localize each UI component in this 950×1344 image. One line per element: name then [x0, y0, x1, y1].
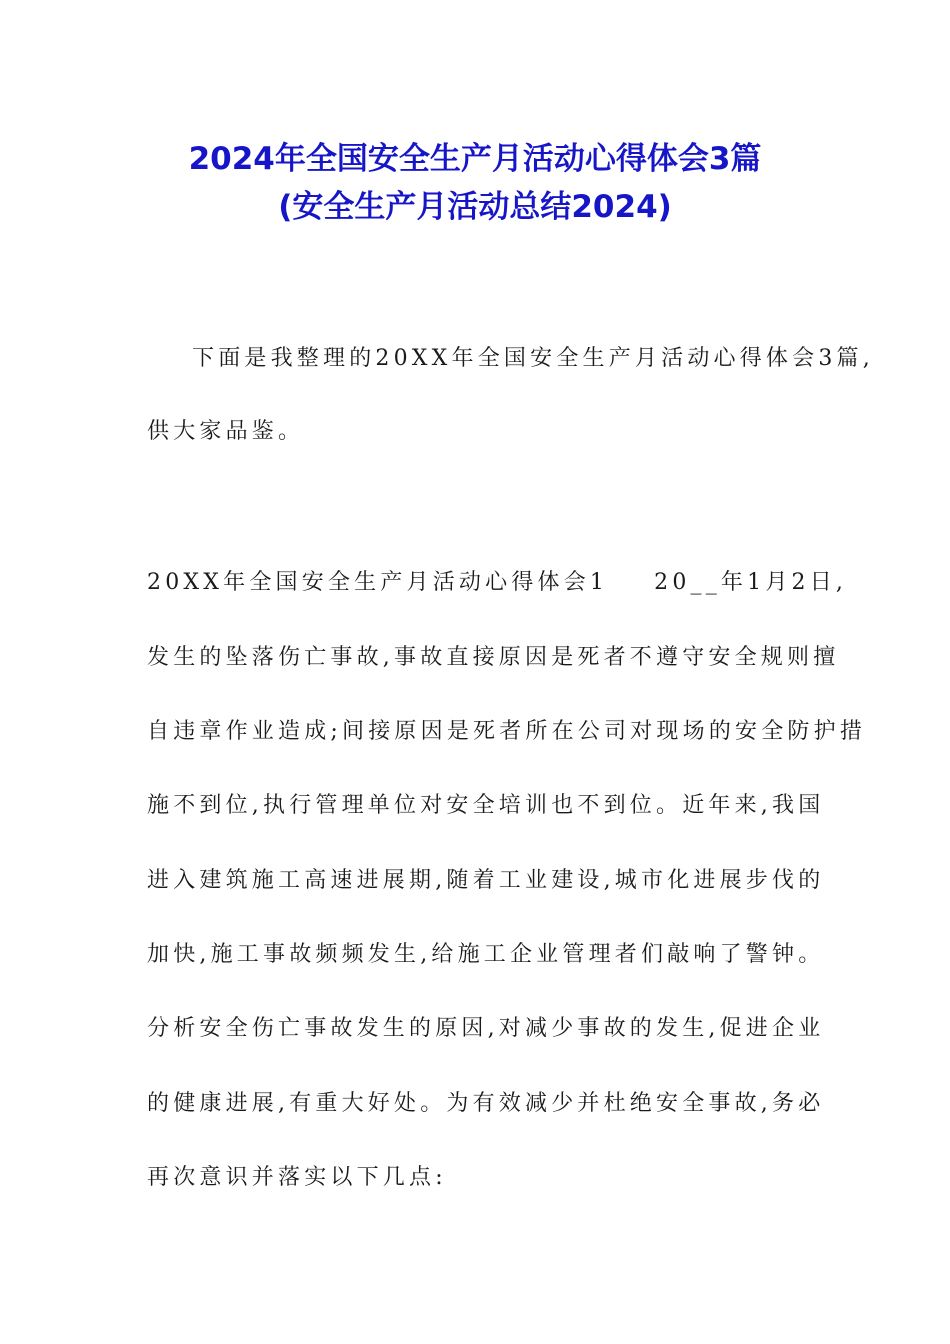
body-line: 发生的坠落伤亡事故,事故直接原因是死者不遵守安全规则擅	[147, 645, 840, 670]
section-1-date: 20__年1月2日,	[654, 570, 848, 595]
body-line: 进入建筑施工高速进展期,随着工业建设,城市化进展步伐的	[147, 868, 825, 893]
intro-paragraph-line-1: 下面是我整理的20XX年全国安全生产月活动心得体会3篇,	[192, 346, 874, 371]
section-1-heading-line	[147, 568, 848, 598]
body-line: 加快,施工事故频频发生,给施工企业管理者们敲响了警钟。	[147, 942, 825, 967]
body-line: 分析安全伤亡事故发生的原因,对减少事故的发生,促进企业	[147, 1016, 825, 1041]
document-title-line-1: 2024年全国安全生产月活动心得体会3篇	[188, 141, 762, 177]
document-title-line-2: (安全生产月活动总结2024)	[278, 189, 672, 225]
section-1-heading: 20XX年全国安全生产月活动心得体会1	[147, 570, 609, 595]
body-line: 的健康进展,有重大好处。为有效减少并杜绝安全事故,务必	[147, 1091, 825, 1116]
body-line: 自违章作业造成;间接原因是死者所在公司对现场的安全防护措	[147, 719, 867, 744]
body-line: 再次意识并落实以下几点:	[147, 1165, 447, 1190]
intro-paragraph-line-2: 供大家品鉴。	[147, 419, 305, 444]
body-line: 施不到位,执行管理单位对安全培训也不到位。近年来,我国	[147, 793, 825, 818]
